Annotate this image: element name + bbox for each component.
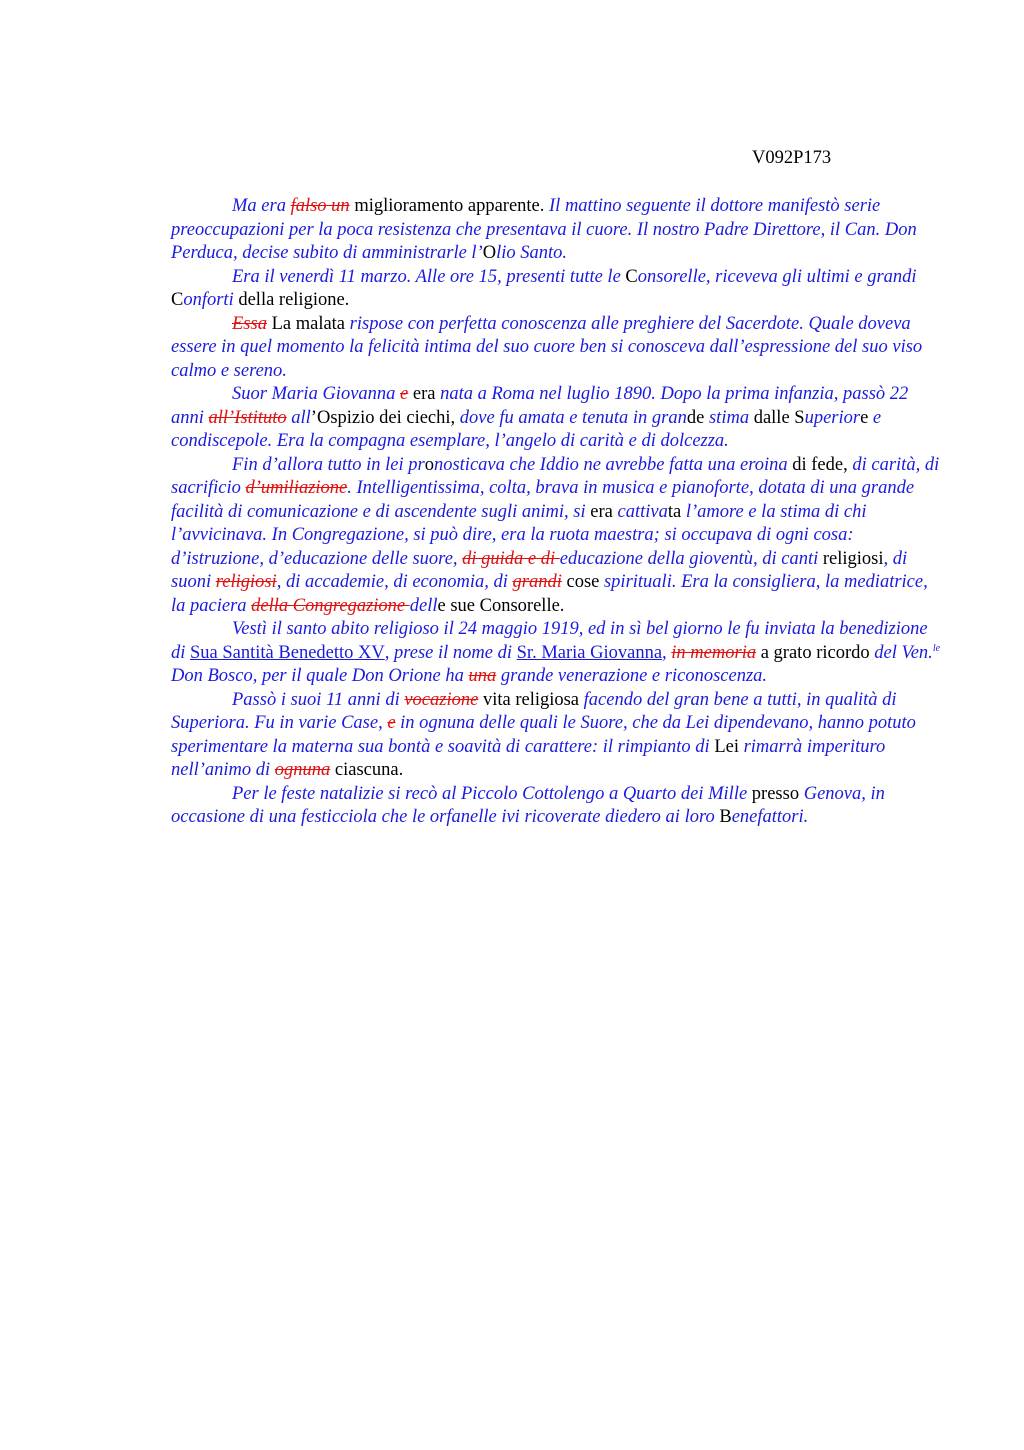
deleted-text: una (468, 666, 497, 686)
revised-text: e condiscepole. Era la compagna esemplare, l’angelo di carità e di dolcezza. (171, 407, 886, 451)
page-identifier: V092P173 (752, 148, 832, 168)
original-text: e sue Consorelle. (437, 595, 565, 616)
revised-text: nosticava che Iddio ne avrebbe fatta una eroina (433, 454, 788, 475)
paragraph (171, 618, 945, 689)
deleted-text: grandi (512, 572, 562, 592)
superscript-text: le (932, 642, 941, 654)
deleted-text: della Congregazione (251, 595, 410, 616)
paragraph (171, 383, 941, 454)
original-text: de (686, 407, 709, 428)
original-text: miglioramento apparente. (349, 196, 550, 216)
original-text: vita religiosa (478, 689, 584, 710)
original-text: La malata (266, 313, 350, 334)
revised-text: Don Bosco, per il quale Don Orione ha (171, 642, 945, 686)
original-text: presso (747, 783, 804, 804)
paragraph (171, 689, 941, 783)
original-text: era (590, 501, 618, 522)
revised-text: in ognuna delle quali le Suore, che da Lei dipendevano, hanno potuto sperimentare la materna sua bontà e soavità di carattere: il rimpianto di (171, 713, 921, 757)
deleted-text: religiosi (215, 572, 277, 592)
deleted-text: e (400, 384, 409, 404)
deleted-text: Essa (232, 313, 267, 334)
original-text: a grato ricordo (756, 642, 875, 663)
original-text: B (719, 807, 732, 827)
deleted-text: in memoria (671, 642, 757, 663)
revised-text: , (662, 642, 672, 663)
paragraph (171, 266, 941, 313)
original-text: C (171, 290, 184, 310)
revised-text: Fin d’allora tutto in lei pr (232, 454, 425, 475)
deleted-text: ognuna (274, 760, 331, 780)
original-text: C (625, 266, 638, 287)
revised-text: Per le feste natalizie si recò al Piccolo Cottolengo a Quarto dei Mille (232, 783, 748, 804)
revised-text: . Intelligentissima, colta, brava in musica e pianoforte, dotata di una grande facilità di comunicazione e di ascendente sugli animi, si (171, 478, 919, 522)
deleted-text: e (387, 713, 396, 733)
underlined-name: Sua Santità Benedetto XV (190, 642, 385, 663)
deleted-text: d’umiliazione (245, 478, 348, 498)
revised-text: Era il venerdì 11 marzo. Alle ore 15, presenti tutte le (232, 266, 626, 287)
original-text: Lei (714, 736, 739, 757)
original-text: di fede, (787, 454, 853, 475)
revised-text: facendo del gran bene a tutti, in qualità di Superiora. Fu in varie Case, (171, 689, 902, 733)
paragraph (171, 454, 944, 619)
revised-text: , di suoni (171, 548, 912, 592)
revised-text: Ma era (232, 196, 291, 216)
revised-text: Il mattino seguente il dottore manifestò serie preoccupazioni per la poca resistenza che presentava il cuore. Il nostro Padre Direttore, il Can. Don Perduca, decise subito di amministrarle l’ (171, 196, 922, 263)
underlined-name: Sr. Maria Giovanna (516, 642, 663, 663)
deleted-text: all’Istituto (208, 407, 287, 428)
revised-text: educazione della gioventù, di canti (559, 548, 823, 569)
revised-text: onsorelle, riceveva gli ultimi e grandi (637, 266, 922, 287)
original-text: ta (667, 501, 682, 522)
revised-text: all (286, 407, 311, 428)
revised-text: enefattori. (731, 807, 809, 827)
original-text: ’Ospizio dei ciechi, (310, 407, 460, 428)
original-text: era (408, 384, 441, 404)
revised-text: uperior (804, 407, 861, 428)
document-body (171, 195, 945, 830)
revised-text: stima (708, 407, 750, 428)
deleted-text: di guida e di (462, 548, 560, 569)
deleted-text: falso un (290, 196, 350, 216)
revised-text: grande venerazione e riconoscenza. (496, 666, 768, 686)
revised-text: , di accademie, di economia, di (276, 572, 513, 592)
revised-text: Passò i suoi 11 anni di (232, 689, 405, 710)
revised-text: di carità, di sacrificio (171, 454, 944, 498)
revised-text: dove fu amata e tenuta in gran (459, 407, 687, 428)
original-text: O (482, 243, 497, 263)
revised-text: Suor Maria Giovanna (232, 384, 401, 404)
original-text: religiosi (822, 548, 884, 569)
revised-text: rispose con perfetta conoscenza alle preghiere del Sacerdote. Quale doveva essere in quel momento la felicità intima del suo cuore ben si conosceva dall’espressione del suo viso calmo e sereno. (171, 313, 927, 381)
revised-text: Vestì il santo abito religioso il 24 maggio 1919, ed in sì bel giorno le fu inviata la benedizione di (171, 619, 933, 663)
original-text: della religione. (233, 290, 350, 310)
original-text: o (424, 454, 434, 475)
revised-text: Genova, in occasione di una festicciola che le orfanelle ivi ricoverate diedero ai loro (171, 783, 890, 827)
revised-text: del Ven. (874, 642, 933, 663)
original-text: dalle S (749, 407, 805, 428)
revised-text: cattiva (617, 501, 668, 522)
paragraph (171, 783, 941, 830)
revised-text: lio Santo. (496, 243, 568, 263)
original-text: e (860, 407, 873, 428)
paragraph (171, 313, 941, 384)
deleted-text: vocazione (404, 689, 479, 710)
original-text: ciascuna. (330, 760, 404, 780)
revised-text: nata a Roma nel luglio 1890. Dopo la prima infanzia, passò 22 anni (171, 384, 913, 428)
original-text: cose (561, 572, 604, 592)
revised-text: dell (409, 595, 438, 616)
revised-text: onforti (183, 290, 234, 310)
revised-text: spirituali. Era la consigliera, la mediatrice, la paciera (171, 572, 933, 616)
revised-text: rimarrà imperituro nell’animo di (171, 736, 890, 780)
paragraph (171, 195, 941, 266)
revised-text: l’amore e la stima di chi l’avvicinava. In Congregazione, si può dire, era la ruota maestra; si occupava di ogni cosa: d’istruzione, d’educazione delle suore, (171, 501, 872, 569)
revised-text: , prese il nome di (384, 642, 517, 663)
